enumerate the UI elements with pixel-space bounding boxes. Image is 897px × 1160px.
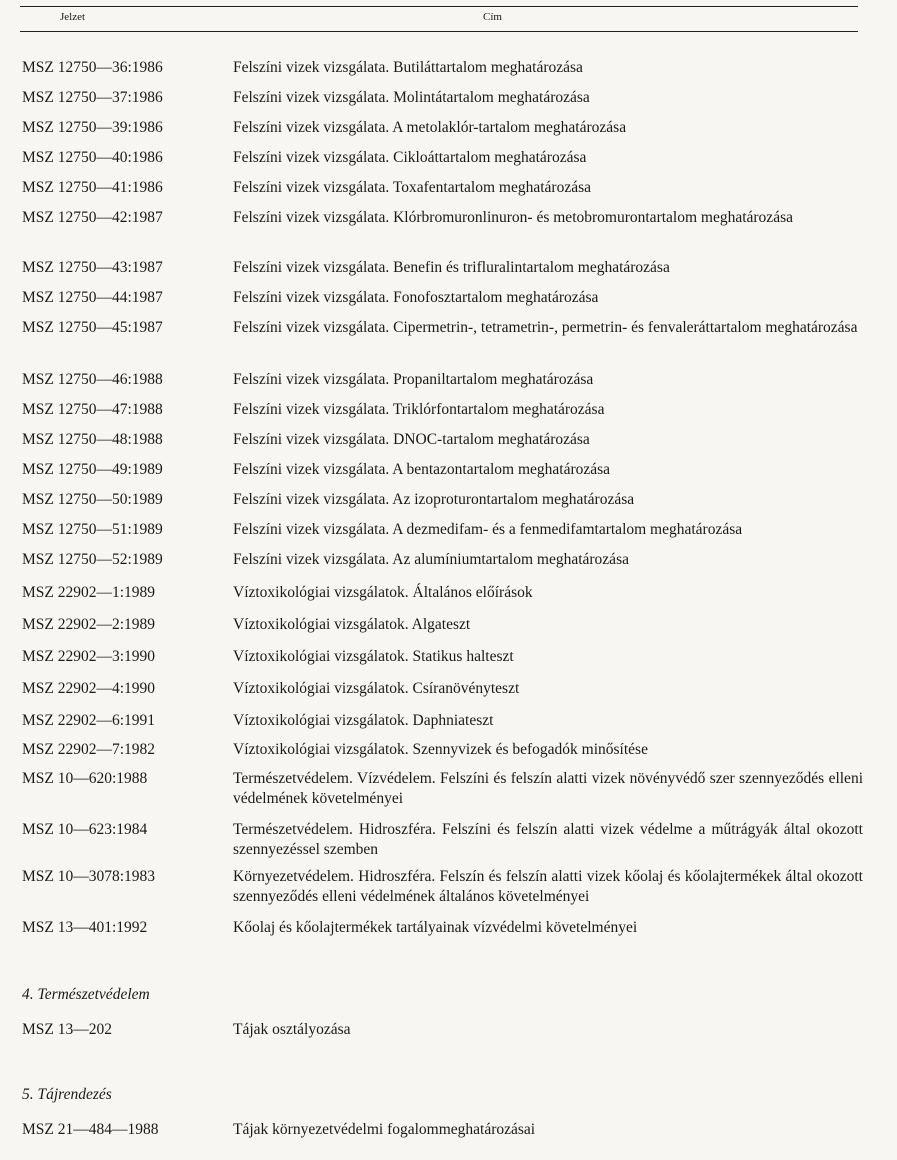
standard-code: MSZ 13—401:1992 [22,919,148,936]
column-header-title: Cím [483,11,502,23]
standard-code: MSZ 12750—47:1988 [22,401,163,418]
standard-title: Felszíni vizek vizsgálata. Cipermetrin-, tetrametrin-, permetrin- és fenvaleráttartalom meghatározása [233,319,858,336]
standard-code: MSZ 10—623:1984 [22,821,148,838]
standard-code: MSZ 12750—49:1989 [22,461,163,478]
standard-title: Felszíni vizek vizsgálata. Toxafentartalom meghatározása [233,179,591,196]
standard-title: Víztoxikológiai vizsgálatok. Algateszt [233,616,471,633]
standard-code: MSZ 12750—52:1989 [22,551,163,568]
standard-code: MSZ 13—202 [22,1021,112,1038]
standard-title: Természetvédelem. Hidroszféra. Felszíni és felszín alatti vizek védelme a műtrágyák által okozott szennyezéssel szemben [233,821,863,858]
top-rule [20,6,858,7]
standard-code: MSZ 22902—6:1991 [22,712,156,729]
standard-title: Víztoxikológiai vizsgálatok. Általános előírások [233,584,533,601]
standard-title: Víztoxikológiai vizsgálatok. Daphniateszt [233,712,494,729]
standard-title: Felszíni vizek vizsgálata. Klórbromuronlinuron- és metobromurontartalom meghatározása [233,209,793,226]
standard-title: Felszíni vizek vizsgálata. A dezmedifam- és a fenmedifamtartalom meghatározása [233,521,743,538]
standard-code: MSZ 12750—44:1987 [22,289,163,306]
standard-code: MSZ 10—3078:1983 [22,868,156,885]
section-heading: 5. Tájrendezés [22,1086,112,1103]
standard-title: Tájak környezetvédelmi fogalommeghatározásai [233,1121,536,1138]
standard-code: MSZ 22902—3:1990 [22,648,156,665]
standard-code: MSZ 12750—45:1987 [22,319,163,336]
standard-title: Felszíni vizek vizsgálata. Propaniltartalom meghatározása [233,371,594,388]
standard-code: MSZ 22902—2:1989 [22,616,156,633]
standard-title: Felszíni vizek vizsgálata. Fonofosztartalom meghatározása [233,289,599,306]
section-heading: 4. Természetvédelem [22,986,150,1003]
standard-code: MSZ 12750—43:1987 [22,259,163,276]
standard-title: Felszíni vizek vizsgálata. Az izoproturontartalom meghatározása [233,491,635,508]
standard-title: Felszíni vizek vizsgálata. A metolaklór-tartalom meghatározása [233,119,627,136]
standard-code: MSZ 12750—48:1988 [22,431,163,448]
standard-title: Környezetvédelem. Hidroszféra. Felszín és felszín alatti vizek kőolaj és kőolajtermékek által okozott szennyeződés elleni védelmének általános követelményei [233,868,863,905]
standard-title: Felszíni vizek vizsgálata. Triklórfontartalom meghatározása [233,401,605,418]
standard-code: MSZ 12750—51:1989 [22,521,163,538]
standard-code: MSZ 12750—46:1988 [22,371,163,388]
standard-code: MSZ 12750—40:1986 [22,149,163,166]
standard-title: Felszíni vizek vizsgálata. Butiláttartalom meghatározása [233,59,583,76]
standard-code: MSZ 12750—39:1986 [22,119,163,136]
standard-title: Kőolaj és kőolajtermékek tartályainak vízvédelmi követelményei [233,919,638,936]
standard-code: MSZ 21—484—1988 [22,1121,159,1138]
standard-code: MSZ 12750—41:1986 [22,179,163,196]
standard-code: MSZ 10—620:1988 [22,770,148,787]
standard-title: Víztoxikológiai vizsgálatok. Statikus halteszt [233,648,514,665]
standard-title: Felszíni vizek vizsgálata. A bentazontartalom meghatározása [233,461,611,478]
standard-title: Felszíni vizek vizsgálata. Az alumíniumtartalom meghatározása [233,551,629,568]
standard-title: Természetvédelem. Vízvédelem. Felszíni és felszín alatti vizek növényvédő szer szennyeződés elleni védelmének követelményei [233,770,863,807]
standard-code: MSZ 22902—7:1982 [22,741,156,758]
standard-title: Felszíni vizek vizsgálata. Molintátartalom meghatározása [233,89,590,106]
standard-code: MSZ 12750—37:1986 [22,89,163,106]
standard-title: Víztoxikológiai vizsgálatok. Csíranövényteszt [233,680,520,697]
column-header-code: Jelzet [60,11,86,23]
standard-title: Víztoxikológiai vizsgálatok. Szennyvizek és befogadók minősítése [233,741,648,758]
standard-code: MSZ 12750—42:1987 [22,209,163,226]
standard-title: Felszíni vizek vizsgálata. Benefin és trifluralintartalom meghatározása [233,259,670,276]
standard-title: Felszíni vizek vizsgálata. DNOC-tartalom meghatározása [233,431,590,448]
header-rule [20,31,858,32]
standard-title: Felszíni vizek vizsgálata. Cikloáttartalom meghatározása [233,149,587,166]
standard-code: MSZ 12750—50:1989 [22,491,163,508]
standard-code: MSZ 12750—36:1986 [22,59,163,76]
standard-code: MSZ 22902—1:1989 [22,584,156,601]
standard-title: Tájak osztályozása [233,1021,351,1038]
standard-code: MSZ 22902—4:1990 [22,680,156,697]
